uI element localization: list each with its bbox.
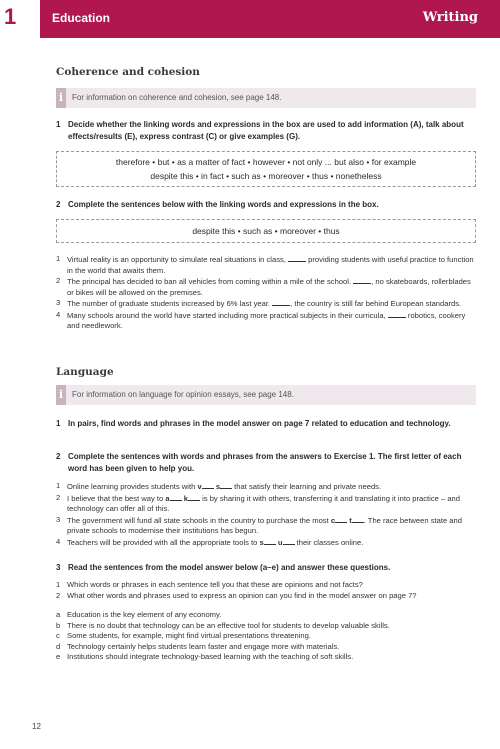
info-icon: i	[56, 88, 66, 108]
unit-title: Education	[52, 11, 111, 25]
exercise-text: Decide whether the linking words and expressions in the box are used to add information (A), talk about effects/results (E), express contrast (C) or give examples (G).	[68, 120, 464, 141]
list-item	[56, 298, 476, 310]
info-text: For information on language for opinion essays, see page 148.	[72, 390, 294, 399]
linking-words-box-2	[56, 219, 476, 243]
unit-number: 1	[4, 4, 17, 29]
answer-gap[interactable]	[264, 537, 276, 545]
answer-gap[interactable]	[202, 481, 214, 489]
list-item	[56, 580, 476, 591]
info-box-language	[56, 385, 476, 405]
first-letter: a	[165, 493, 170, 503]
item-text: that satisfy their learning and private needs.	[234, 482, 382, 491]
answer-gap[interactable]	[352, 515, 364, 523]
word-box-line: despite this • in fact • such as • moreover • thus • nonetheless	[150, 171, 382, 181]
item-text: Teachers will be provided with all the appropriate tools to	[67, 537, 258, 547]
item-number: 3	[56, 298, 61, 307]
item-number: 1	[56, 580, 61, 589]
list-item	[56, 481, 476, 493]
item-letter: b	[56, 620, 61, 630]
item-text: The government will fund all state schools in the country to purchase the most	[67, 515, 329, 525]
list-item	[56, 591, 476, 602]
exercise-2-instruction	[56, 199, 476, 211]
item-number: 4	[56, 536, 61, 546]
item-text: Education is the key element of any economy.	[67, 610, 222, 619]
item-text: What other words and phrases used to express an opinion can you find in the model answer on page 7?	[67, 590, 417, 600]
exercise-number: 2	[56, 452, 61, 461]
item-letter: d	[56, 641, 61, 651]
first-letter: c	[330, 515, 336, 525]
item-number: 3	[56, 514, 61, 524]
item-letter: e	[56, 652, 61, 661]
item-text: . The race between state and private schools to modernise their institutions has begun.	[67, 515, 462, 535]
item-number: 4	[56, 309, 61, 319]
linking-words-box	[56, 151, 476, 187]
list-item	[56, 631, 476, 642]
first-letter: u	[277, 537, 283, 547]
unit-number-box	[0, 0, 40, 42]
exercise-number: 1	[56, 419, 61, 428]
item-text: their classes online.	[296, 537, 364, 547]
item-text: robotics, cookery and needlework.	[67, 310, 466, 330]
exercise-text: Read the sentences from the model answer below (a–e) and answer these questions.	[68, 563, 391, 572]
answer-gap[interactable]	[220, 481, 232, 489]
first-letter: k	[183, 493, 188, 503]
list-item	[56, 515, 476, 537]
language-exercise-3	[56, 562, 476, 574]
item-text: The principal has decided to ban all vehicles from coming within a mile of the school.	[67, 277, 352, 286]
item-text: Which words or phrases in each sentence tell you that these are opinions and not facts?	[67, 580, 363, 589]
answer-gap[interactable]	[272, 298, 290, 306]
list-item	[56, 254, 476, 276]
first-letter: s	[259, 537, 264, 547]
item-text: Technology certainly helps students learn faster and engage more with materials.	[67, 641, 340, 651]
item-text: There is no doubt that technology can be an effective tool for students to develop valuable skills.	[67, 620, 390, 630]
list-item	[56, 642, 476, 653]
item-number: 1	[56, 254, 61, 263]
item-number: 1	[56, 481, 61, 490]
answer-gap[interactable]	[335, 515, 347, 523]
language-exercise-2	[56, 451, 476, 475]
language-exercise-1	[56, 418, 476, 430]
first-letter: s	[215, 482, 221, 491]
word-box-line: therefore • but • as a matter of fact • however • not only ... but also • for example	[115, 157, 417, 167]
answer-gap[interactable]	[353, 276, 371, 284]
item-text: Some students, for example, might find virtual presentations threatening.	[67, 631, 311, 640]
section-title-language: Language	[56, 366, 114, 378]
item-text: I believe that the best way to	[67, 493, 164, 503]
info-icon: i	[56, 385, 66, 405]
list-item	[56, 652, 476, 663]
answer-gap[interactable]	[283, 537, 295, 545]
info-text: For information on coherence and cohesion, see page 148.	[72, 93, 282, 102]
model-sentence-list	[56, 610, 476, 663]
exercise-text: In pairs, find words and phrases in the model answer on page 7 related to education and technology.	[68, 419, 451, 428]
item-letter: a	[56, 610, 61, 619]
question-list	[56, 580, 476, 601]
item-text: providing students with useful practice to function in the world that awaits them.	[67, 255, 474, 275]
gap-fill-list	[56, 481, 476, 548]
item-text: , the country is still far behind European standards.	[290, 299, 462, 308]
list-item	[56, 493, 476, 515]
answer-gap[interactable]	[388, 310, 406, 318]
exercise-1-instruction	[56, 119, 476, 143]
word-box-line: despite this • such as • moreover • thus	[192, 226, 340, 236]
item-text: The number of graduate students increased by 6% last year.	[67, 299, 271, 308]
item-number: 2	[56, 590, 61, 600]
exercise-number: 3	[56, 563, 61, 572]
info-box-coherence	[56, 88, 476, 108]
page-number: 12	[32, 722, 41, 731]
first-letter: v	[197, 482, 202, 491]
answer-gap[interactable]	[170, 493, 182, 501]
exercise-text: Complete the sentences below with the linking words and expressions in the box.	[68, 200, 379, 209]
list-item	[56, 310, 476, 332]
list-item	[56, 610, 476, 621]
item-number: 2	[56, 492, 61, 502]
item-text: , no skateboards, rollerblades or bikes will be allowed on the premises.	[67, 277, 471, 297]
item-number: 2	[56, 276, 61, 285]
item-letter: c	[56, 631, 60, 640]
list-item	[56, 537, 476, 549]
item-text: Online learning provides students with	[67, 482, 196, 491]
item-text: Virtual reality is an opportunity to simulate real situations in class,	[67, 255, 286, 264]
exercise-number: 1	[56, 120, 61, 129]
skill-title: Writing	[422, 10, 478, 25]
exercise-number: 2	[56, 200, 61, 209]
section-title-coherence: Coherence and cohesion	[56, 66, 200, 78]
item-text: Many schools around the world have started including more practical subjects in their curricula,	[67, 310, 386, 320]
list-item	[56, 276, 476, 298]
first-letter: t	[349, 515, 352, 525]
answer-gap[interactable]	[288, 254, 306, 262]
item-text: Institutions should integrate technology-based learning with the teaching of soft skills.	[67, 652, 354, 661]
answer-gap[interactable]	[188, 493, 200, 501]
list-item	[56, 621, 476, 632]
sentence-list-1	[56, 254, 476, 332]
exercise-text: Complete the sentences with words and phrases from the answers to Exercise 1. The first letter of each word has been given to help you.	[68, 452, 462, 473]
item-text: is by sharing it with others, transferring it and translating it into practice – and technology can offer all of this.	[67, 493, 460, 513]
